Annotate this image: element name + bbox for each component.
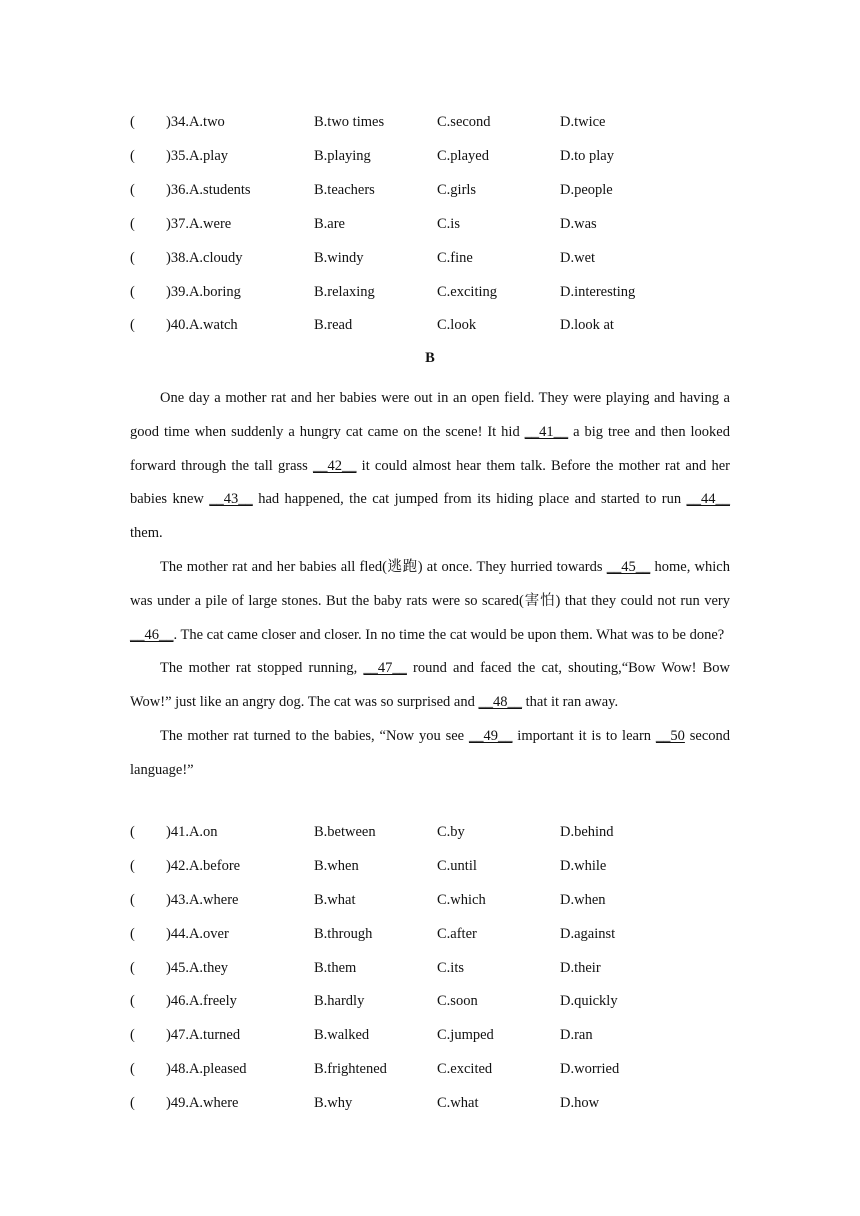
option-a: )44.A.over (166, 926, 229, 942)
option-a: )34.A.two (166, 114, 225, 130)
blank-47: __47__ (363, 660, 407, 677)
option-b: B.teachers (314, 182, 375, 198)
option-b: B.what (314, 892, 356, 908)
option-c: C.fine (437, 250, 473, 266)
option-d: D.their (560, 960, 601, 976)
answer-paren: ( (130, 317, 135, 333)
passage-paragraph (130, 551, 730, 652)
option-b: B.hardly (314, 993, 365, 1009)
passage-text: One day a mother rat and her babies were out in an open field. They were playing and having a good time when suddenly a hungry cat came on the scene! It hid (130, 390, 730, 440)
option-c: C.second (437, 114, 491, 130)
passage-text: The mother rat stopped running, (160, 660, 364, 677)
blank-41: __41__ (524, 423, 569, 440)
option-c: C.soon (437, 993, 478, 1009)
option-d: D.worried (560, 1061, 620, 1077)
option-b: B.two times (314, 114, 385, 130)
passage-text: that it ran away. (522, 694, 619, 711)
option-b: B.why (314, 1095, 353, 1111)
passage-text: had happened, the cat jumped from its hiding place and started to run (252, 491, 687, 508)
answer-paren: ( (130, 114, 135, 130)
option-a: )38.A.cloudy (166, 250, 243, 266)
option-d: D.people (560, 182, 613, 198)
blank-46: __46__ (130, 626, 174, 643)
option-a: )48.A.pleased (166, 1061, 247, 1077)
option-d: D.behind (560, 824, 614, 840)
option-b: B.walked (314, 1027, 370, 1043)
option-c: C.what (437, 1095, 479, 1111)
option-b: B.frightened (314, 1061, 387, 1077)
section-heading: B (425, 350, 435, 366)
blank-49: __49__ (468, 727, 513, 744)
option-a: )36.A.students (166, 182, 251, 198)
option-c: C.look (437, 317, 477, 333)
option-c: C.is (437, 216, 460, 232)
answer-paren: ( (130, 960, 135, 976)
answer-paren: ( (130, 824, 135, 840)
option-a: )45.A.they (166, 960, 229, 976)
passage-text: round and faced the cat, shouting,“Bow Wow! Bow Wow!” just like an angry dog. The cat was so surprised and (130, 660, 730, 711)
option-b: B.through (314, 926, 373, 942)
option-d: D.when (560, 892, 606, 908)
passage-text: home, which was under a pile of large stones. But the baby rats were so scared(害怕) that they could not run very (130, 558, 730, 609)
answer-paren: ( (130, 993, 135, 1009)
option-a: )41.A.on (166, 824, 218, 840)
option-d: D.wet (560, 250, 596, 266)
blank-50: __50 (655, 727, 685, 744)
passage-text: it could almost hear them talk. Before the mother rat and her babies knew (130, 457, 730, 508)
option-a: )49.A.where (166, 1095, 239, 1111)
blank-45: __45__ (606, 558, 651, 575)
blank-44: __44__ (686, 491, 730, 508)
passage-text: them. (130, 525, 163, 542)
option-d: D.to play (560, 148, 614, 164)
answer-paren: ( (130, 1095, 135, 1111)
option-c: C.exciting (437, 284, 498, 300)
passage-paragraph (130, 652, 730, 720)
option-b: B.windy (314, 250, 364, 266)
option-d: D.while (560, 858, 607, 874)
passage-text: . The cat came closer and closer. In no time the cat would be upon them. What was to be done? (173, 626, 725, 643)
option-d: D.against (560, 926, 616, 942)
option-a: )37.A.were (166, 216, 232, 232)
passage-paragraph (130, 720, 730, 788)
answer-paren: ( (130, 148, 135, 164)
passage-text: The mother rat turned to the babies, “Now you see (160, 727, 469, 744)
passage-paragraph (130, 382, 730, 551)
option-c: C.played (437, 148, 489, 164)
option-c: C.excited (437, 1061, 493, 1077)
option-d: D.look at (560, 317, 614, 333)
option-d: D.was (560, 216, 597, 232)
blank-43: __43__ (209, 491, 253, 508)
option-a: )40.A.watch (166, 317, 238, 333)
option-b: B.when (314, 858, 359, 874)
answer-paren: ( (130, 926, 135, 942)
option-d: D.twice (560, 114, 606, 130)
answer-paren: ( (130, 216, 135, 232)
option-c: C.its (437, 960, 464, 976)
option-a: )43.A.where (166, 892, 239, 908)
passage-text: The mother rat and her babies all fled(逃跑) at once. They hurried towards (160, 558, 607, 575)
option-c: C.girls (437, 182, 477, 198)
option-a: )42.A.before (166, 858, 241, 874)
option-d: D.quickly (560, 993, 618, 1009)
option-b: B.read (314, 317, 353, 333)
passage-text: important it is to learn (512, 727, 656, 744)
option-c: C.which (437, 892, 486, 908)
blank-48: __48__ (478, 694, 522, 711)
option-a: )47.A.turned (166, 1027, 241, 1043)
option-d: D.how (560, 1095, 600, 1111)
option-c: C.by (437, 824, 465, 840)
answer-paren: ( (130, 182, 135, 198)
passage-text: second language!” (130, 727, 730, 778)
option-a: )35.A.play (166, 148, 229, 164)
option-d: D.interesting (560, 284, 636, 300)
option-a: )39.A.boring (166, 284, 241, 300)
answer-paren: ( (130, 892, 135, 908)
blank-42: __42__ (312, 457, 357, 474)
cloze-passage (130, 382, 730, 788)
option-b: B.relaxing (314, 284, 375, 300)
answer-paren: ( (130, 1027, 135, 1043)
answer-paren: ( (130, 250, 135, 266)
answer-paren: ( (130, 858, 135, 874)
option-b: B.them (314, 960, 357, 976)
answer-paren: ( (130, 1061, 135, 1077)
option-b: B.are (314, 216, 345, 232)
passage-text: a big tree and then looked forward through the tall grass (130, 423, 730, 474)
option-b: B.between (314, 824, 376, 840)
answer-paren: ( (130, 284, 135, 300)
option-c: C.jumped (437, 1027, 494, 1043)
option-d: D.ran (560, 1027, 593, 1043)
option-c: C.after (437, 926, 477, 942)
option-c: C.until (437, 858, 477, 874)
option-b: B.playing (314, 148, 371, 164)
option-a: )46.A.freely (166, 993, 237, 1009)
